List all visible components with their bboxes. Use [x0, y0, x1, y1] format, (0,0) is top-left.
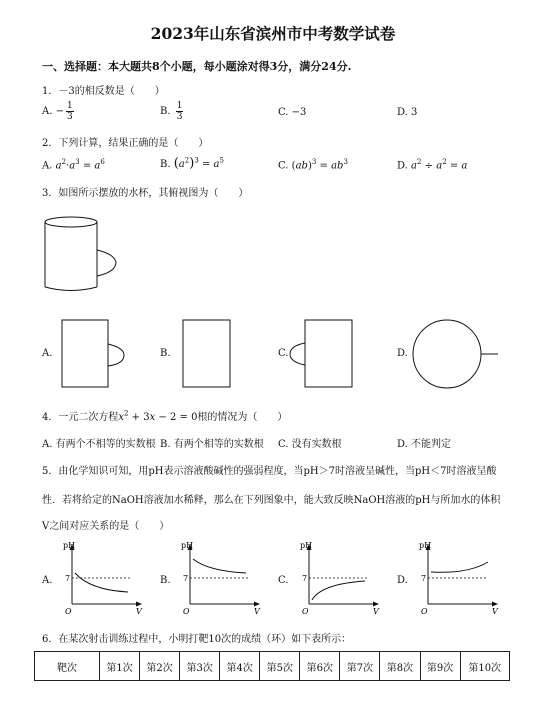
table-cell: 第8次 — [380, 652, 420, 681]
seven-tick-label: 7 — [302, 574, 308, 583]
seven-tick-label: 7 — [421, 574, 427, 583]
y-axis-label: pH — [419, 541, 432, 550]
table-cell: 第5次 — [260, 652, 300, 681]
origin-label: O — [183, 607, 190, 616]
q3-option-a[interactable]: A. — [42, 348, 53, 359]
x-axis-label: V — [492, 607, 498, 616]
table-cell: 第7次 — [340, 652, 380, 681]
origin-label: O — [421, 607, 428, 616]
ph-curve — [75, 573, 128, 592]
option-label: A. — [42, 106, 53, 117]
fraction: $\frac{1}{3}$ — [176, 101, 183, 122]
table-cell: 第6次 — [300, 652, 340, 681]
ph-curve — [193, 559, 246, 573]
table-cell: 第9次 — [420, 652, 460, 681]
q2-option-c[interactable]: C. $(ab)^3 = ab^3$ — [278, 158, 348, 172]
y-axis-label: pH — [63, 541, 76, 550]
question-1-stem: 1．－3的相反数是（ ） — [42, 86, 165, 97]
table-cell: 靶次 — [35, 652, 100, 681]
page-title: 2023年山东省滨州市中考数学试卷 — [150, 24, 396, 43]
x-axis-label: V — [254, 607, 260, 616]
fraction: $\frac{1}{3}$ — [66, 101, 73, 122]
question-3-stem: 3．如图所示摆放的水杯，其俯视图为（ ） — [42, 188, 249, 199]
q5-option-a[interactable]: A. — [42, 575, 53, 586]
x-axis-arrow — [373, 602, 379, 607]
question-5-line-2: 性．若将给定的NaOH溶液加水稀释，那么在下列图象中，能大致反映NaOH溶液的pH与所加水的体积 — [42, 495, 501, 506]
y-axis-label: pH — [300, 541, 313, 550]
question-5-line-3: V之间对应关系的是（ ） — [42, 521, 170, 532]
option-label: B. — [160, 106, 171, 117]
question-6-stem: 6．在某次射击训练过程中，小明打靶10次的成绩（环）如下表所示： — [42, 634, 352, 645]
q2-option-d[interactable]: D. $a^2 \div a^2 = a$ — [397, 158, 468, 172]
x-axis-label: V — [136, 607, 142, 616]
q3-option-c[interactable]: C. — [278, 348, 289, 359]
x-axis-label: V — [373, 607, 379, 616]
q2-option-a[interactable]: A. $a^2\cdot a^3 = a^6$ — [42, 158, 105, 172]
question-4-stem: 4．一元二次方程$x^2 + 3x - 2 = 0$根的情况为（ ） — [42, 409, 288, 423]
score-table — [34, 651, 510, 681]
q4-option-d[interactable]: D. 不能判定 — [397, 439, 452, 450]
table-cell: 第3次 — [180, 652, 220, 681]
seven-tick-label: 7 — [183, 574, 189, 583]
table-row — [35, 652, 510, 681]
seven-tick-label: 7 — [65, 574, 71, 583]
table-cell: 第1次 — [100, 652, 140, 681]
q5-option-d[interactable]: D. — [397, 575, 408, 586]
question-5-line-1: 5．由化学知识可知，用pH表示溶液酸碱性的强弱程度，当pH＞7时溶液呈碱性，当pH＜7时溶液呈酸 — [42, 466, 497, 477]
q5-option-c[interactable]: C. — [278, 575, 289, 586]
q3-option-b[interactable]: B. — [160, 348, 171, 359]
ph-curve — [431, 562, 488, 572]
origin-label: O — [65, 607, 72, 616]
origin-label: O — [302, 607, 309, 616]
y-axis-label: pH — [181, 541, 194, 550]
table-cell: 第10次 — [460, 652, 509, 681]
q2-option-b[interactable]: B. $(a^2)^3 = a^5$ — [160, 156, 224, 171]
q5-option-b[interactable]: B. — [160, 575, 171, 586]
table-cell: 第4次 — [220, 652, 260, 681]
ph-curve — [312, 581, 365, 600]
question-2-stem: 2．下列计算，结果正确的是（ ） — [42, 138, 209, 149]
section-heading: 一、选择题：本大题共8个小题，每小题涂对得3分，满分24分. — [42, 60, 352, 73]
q4-option-a[interactable]: A. 有两个不相等的实数根 — [42, 439, 156, 450]
x-axis-arrow — [254, 602, 260, 607]
table-cell: 第2次 — [140, 652, 180, 681]
x-axis-arrow — [136, 602, 142, 607]
q1-option-c[interactable]: C. −3 — [278, 107, 307, 118]
q4-option-b[interactable]: B. 有两个相等的实数根 — [160, 439, 264, 450]
x-axis-arrow — [492, 602, 498, 607]
q3-option-d[interactable]: D. — [397, 348, 408, 359]
q4-option-c[interactable]: C. 没有实数根 — [278, 439, 342, 450]
q1-option-d[interactable]: D. 3 — [397, 107, 418, 118]
minus-sign: − — [55, 106, 64, 117]
